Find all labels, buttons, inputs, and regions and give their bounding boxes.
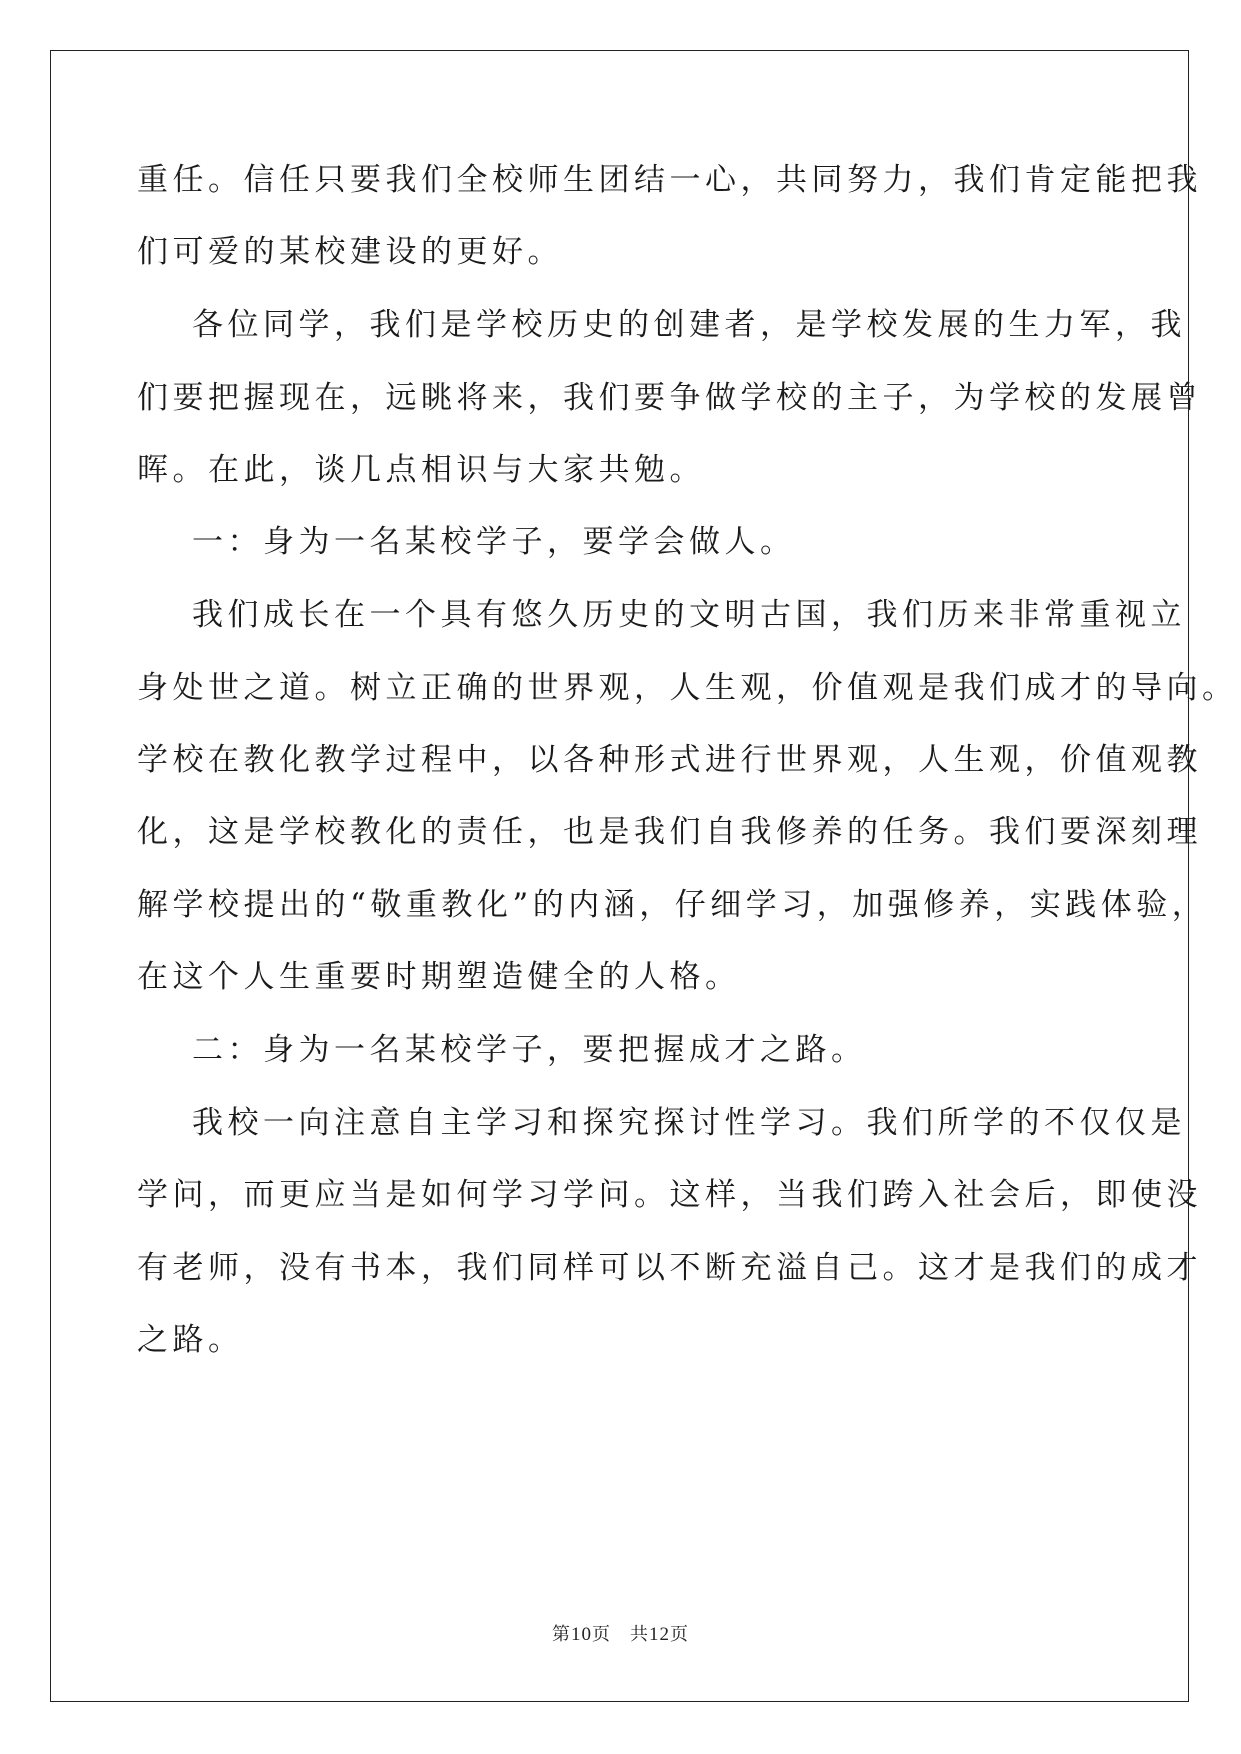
paragraph-first-line: 我们成长在一个具有悠久历史的文明古国，我们历来非常重视立 [192,597,1186,633]
footer-suffix: 页 [670,1624,689,1644]
page-footer [0,1620,1241,1646]
current-page-number: 10 [571,1624,592,1645]
text-line: 有老师，没有书本，我们同样可以不断充溢自己。这才是我们的成才 [137,1250,1202,1286]
text-line: 重任。信任只要我们全校师生团结一心，共同努力，我们肯定能把我 [137,162,1202,198]
page-border [50,50,1189,1702]
text-line: 身处世之道。树立正确的世界观，人生观，价值观是我们成才的导向。 [137,670,1238,706]
text-line: 们要把握现在，远眺将来，我们要争做学校的主子，为学校的发展曾 [137,380,1202,416]
text-line: 学问，而更应当是如何学习学问。这样，当我们跨入社会后，即使没 [137,1177,1202,1213]
footer-mid: 页 共 [592,1624,649,1644]
paragraph-first-line: 我校一向注意自主学习和探究探讨性学习。我们所学的不仅仅是 [192,1105,1186,1141]
text-line: 之路。 [137,1322,244,1358]
text-line: 化，这是学校教化的责任，也是我们自我修养的任务。我们要深刻理 [137,814,1202,850]
text-line: 晖。在此，谈几点相识与大家共勉。 [137,452,705,488]
text-line: 在这个人生重要时期塑造健全的人格。 [137,959,741,995]
footer-prefix: 第 [552,1624,571,1644]
text-line: 们可爱的某校建设的更好。 [137,234,563,270]
paragraph-first-line: 各位同学，我们是学校历史的创建者，是学校发展的生力军，我 [192,307,1186,343]
text-line: 学校在教化教学过程中，以各种形式进行世界观，人生观，价值观教 [137,742,1202,778]
section-heading: 二：身为一名某校学子，要把握成才之路。 [192,1032,867,1068]
section-heading: 一：身为一名某校学子，要学会做人。 [192,524,796,560]
total-page-count: 12 [649,1624,670,1645]
text-line: 解学校提出的“敬重教化”的内涵，仔细学习，加强修养，实践体验， [137,887,1208,923]
